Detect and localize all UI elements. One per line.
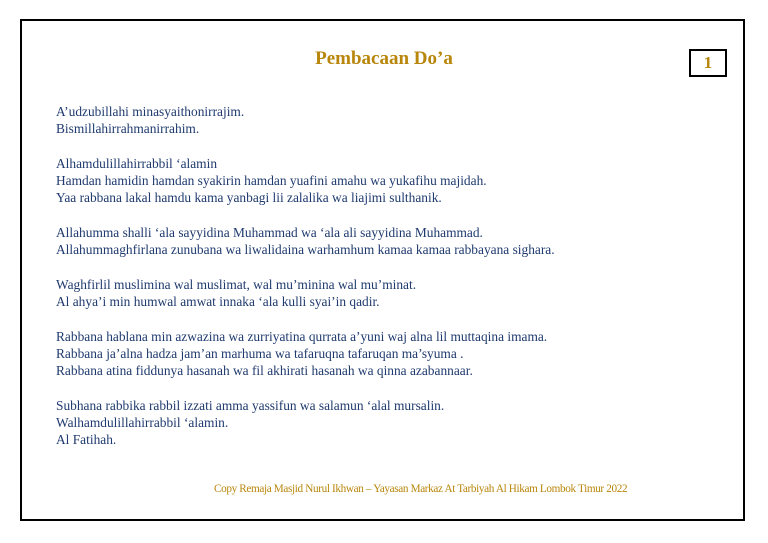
prayer-text-body	[56, 103, 736, 466]
text-line: Alhamdulillahirrabbil ‘alamin	[56, 155, 218, 171]
text-line: A’udzubillahi minasyaithonirrajim.	[56, 104, 245, 119]
paragraph-rabbana	[56, 328, 736, 380]
text-line: Allahumma shalli ‘ala sayyidina Muhammad wa ‘ala ali sayyidina Muhammad.	[56, 225, 483, 241]
text-line: Hamdan hamidin hamdan syakirin hamdan yuafini amahu wa yukafihu majidah.	[56, 173, 487, 189]
paragraph-closing	[56, 397, 736, 449]
text-line: Walhamdulillahirrabbil ‘alamin.	[56, 415, 229, 431]
page-number-box: 1	[689, 49, 727, 77]
text-line: Al ahya’i min humwal amwat innaka ‘ala kulli syai’in qadir.	[56, 294, 380, 310]
paragraph-taawudz	[56, 103, 736, 137]
text-line: Al Fatihah.	[56, 432, 117, 448]
text-line: Yaa rabbana lakal hamdu kama yanbagi lii zalalika wa liajimi sulthanik.	[56, 190, 442, 206]
text-line: Subhana rabbika rabbil izzati amma yassifun wa salamun ‘alal mursalin.	[56, 397, 445, 413]
paragraph-shalawat	[56, 224, 736, 258]
text-line: Allahummaghfirlana zunubana wa liwalidaina warhamhum kamaa kamaa rabbayana sighara.	[56, 242, 555, 258]
paragraph-istighfar	[56, 276, 736, 310]
footer-copyright: Copy Remaja Masjid Nurul Ikhwan – Yayasan Markaz At Tarbiyah Al Hikam Lombok Timur 2022	[214, 483, 628, 495]
text-line: Bismillahirrahmanirrahim.	[56, 121, 200, 137]
text-line: Rabbana hablana min azwazina wa zurriyatina qurrata a’yuni waj alna lil muttaqina imama.	[56, 328, 548, 344]
text-line: Rabbana ja’alna hadza jam’an marhuma wa tafaruqna tafaruqan ma’syuma .	[56, 346, 464, 362]
document-title: Pembacaan Do’a	[315, 48, 453, 69]
text-line: Rabbana atina fiddunya hasanah wa fil akhirati hasanah wa qinna azabannaar.	[56, 363, 473, 379]
paragraph-hamdalah	[56, 155, 736, 207]
text-line: Waghfirlil muslimina wal muslimat, wal mu’minina wal mu’minat.	[56, 276, 417, 292]
